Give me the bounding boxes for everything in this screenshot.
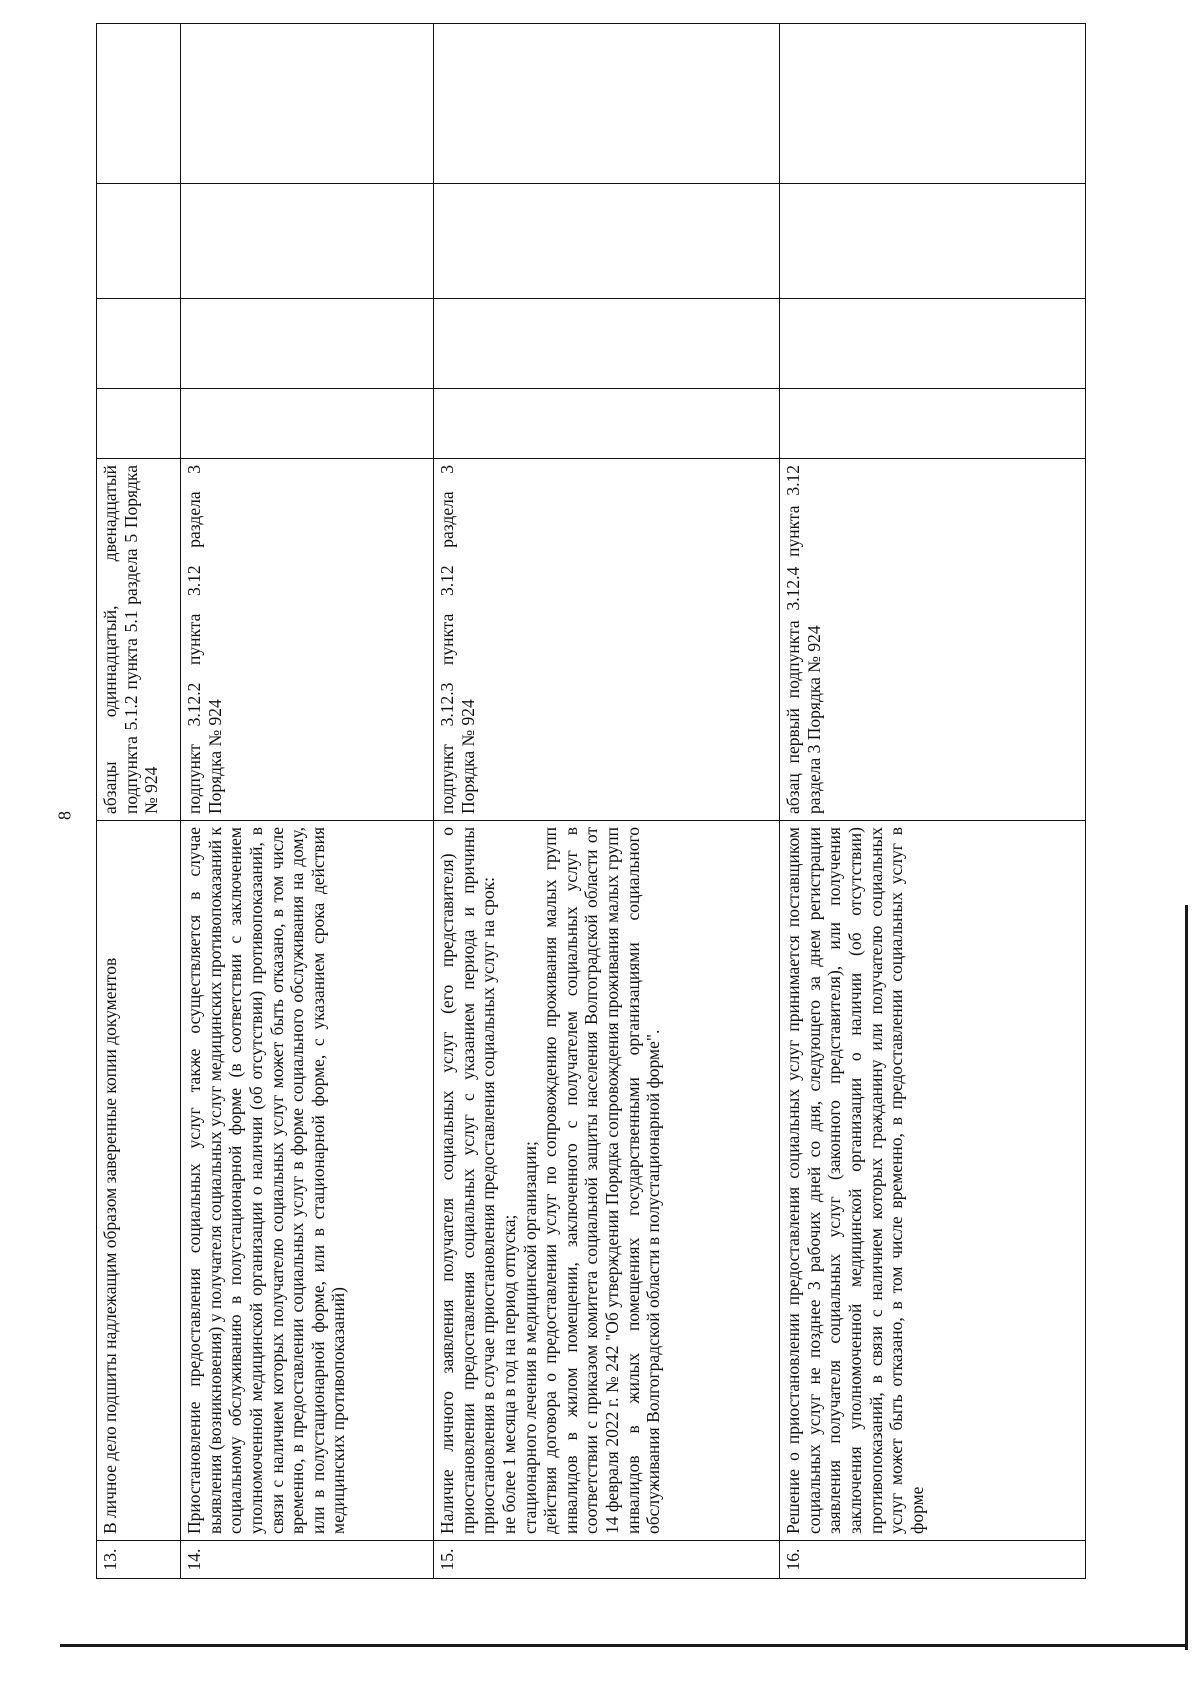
empty-cell (780, 184, 1086, 299)
row-number: 16. (780, 1541, 1086, 1579)
empty-cell (181, 299, 434, 389)
row-number: 14. (181, 1541, 434, 1579)
row-number: 15. (434, 1541, 780, 1579)
legal-reference: подпункт 3.12.2 пункта 3.12 раздела 3 Порядка № 924 (181, 459, 434, 821)
empty-cell (434, 24, 780, 184)
table-row (434, 24, 780, 1579)
table-row (181, 24, 434, 1579)
empty-cell (780, 299, 1086, 389)
requirements-table (96, 23, 1086, 1579)
empty-cell (97, 389, 181, 459)
empty-cell (97, 24, 181, 184)
requirement-text: В личное дело подшиты надлежащим образом заверенные копии документов (97, 821, 181, 1541)
requirement-text: Приостановление предоставления социальных услуг также осуществляется в случае выявления (возникновения) у получателя социальных услуг медицинских противопоказаний к социальному обслуживанию в полустационарной форме (в соответствии с заключением уполномоченной медицинской организации о наличии (об отсутствии) противопоказаний, в связи с наличием которых получателю социальных услуг может быть отказано, в том числе временно, в предоставлении социальных услуг в форме социального обслуживания на дому, или в полустационарной форме, или в стационарной форме, с указанием срока действия медицинских противопоказаний) (181, 821, 434, 1541)
empty-cell (780, 24, 1086, 184)
rotated-page-content (96, 24, 1121, 1579)
empty-cell (181, 24, 434, 184)
legal-reference: абзац первый подпункта 3.12.4 пункта 3.12 раздела 3 Порядка № 924 (780, 459, 1086, 821)
table-row (780, 24, 1086, 1579)
row-number: 13. (97, 1541, 181, 1579)
paragraph: не более 1 месяца в год на период отпуска; (498, 1214, 519, 1534)
empty-cell (97, 299, 181, 389)
page-number: 8 (54, 811, 75, 820)
empty-cell (434, 184, 780, 299)
paragraph: Наличие личного заявления получателя социальных услуг (его представителя) о приостановлении предоставления социальных услуг с указанием периода и причины приостановления в случае приостановления предоставления социальных услуг на срок: (437, 827, 499, 1534)
paragraph: стационарного лечения в медицинской организации; (519, 1141, 540, 1534)
legal-reference: абзацы одиннадцатый, двенадцатый подпункта 5.1.2 пункта 5.1 раздела 5 Порядка № 924 (97, 459, 181, 821)
empty-cell (97, 184, 181, 299)
requirement-text (434, 821, 780, 1541)
scan-edge-bottom (60, 1644, 1188, 1647)
scan-edge-right (1185, 905, 1188, 1650)
empty-cell (181, 389, 434, 459)
table-row (97, 24, 181, 1579)
paragraph: действия договора о предоставлении услуг по сопровождению проживания малых групп инвалидов в жилом помещении, заключенного с получателем социальных услуг в соответствии с приказом комитета социальной защиты населения Волгоградской области от 14 февраля 2022 г. № 242 "Об утверждении Порядка сопровождения проживания малых групп инвалидов в жилых помещениях государственными организациями социального обслуживания Волгоградской области в полустационарной форме". (540, 827, 664, 1534)
empty-cell (434, 389, 780, 459)
empty-cell (181, 184, 434, 299)
empty-cell (780, 389, 1086, 459)
requirement-text: Решение о приостановлении предоставления социальных услуг принимается поставщиком социальных услуг не позднее 3 рабочих дней со дня, следующего за днем регистрации заявления получателя социальных услуг (законного представителя), или получения заключения уполномоченной медицинской организации о наличии (об отсутствии) противопоказаний, в связи с наличием которых гражданину или получателю социальных услуг может быть отказано, в том числе временно, в предоставлении социальных услуг в форме (780, 821, 1086, 1541)
empty-cell (434, 299, 780, 389)
legal-reference: подпункт 3.12.3 пункта 3.12 раздела 3 Порядка № 924 (434, 459, 780, 821)
